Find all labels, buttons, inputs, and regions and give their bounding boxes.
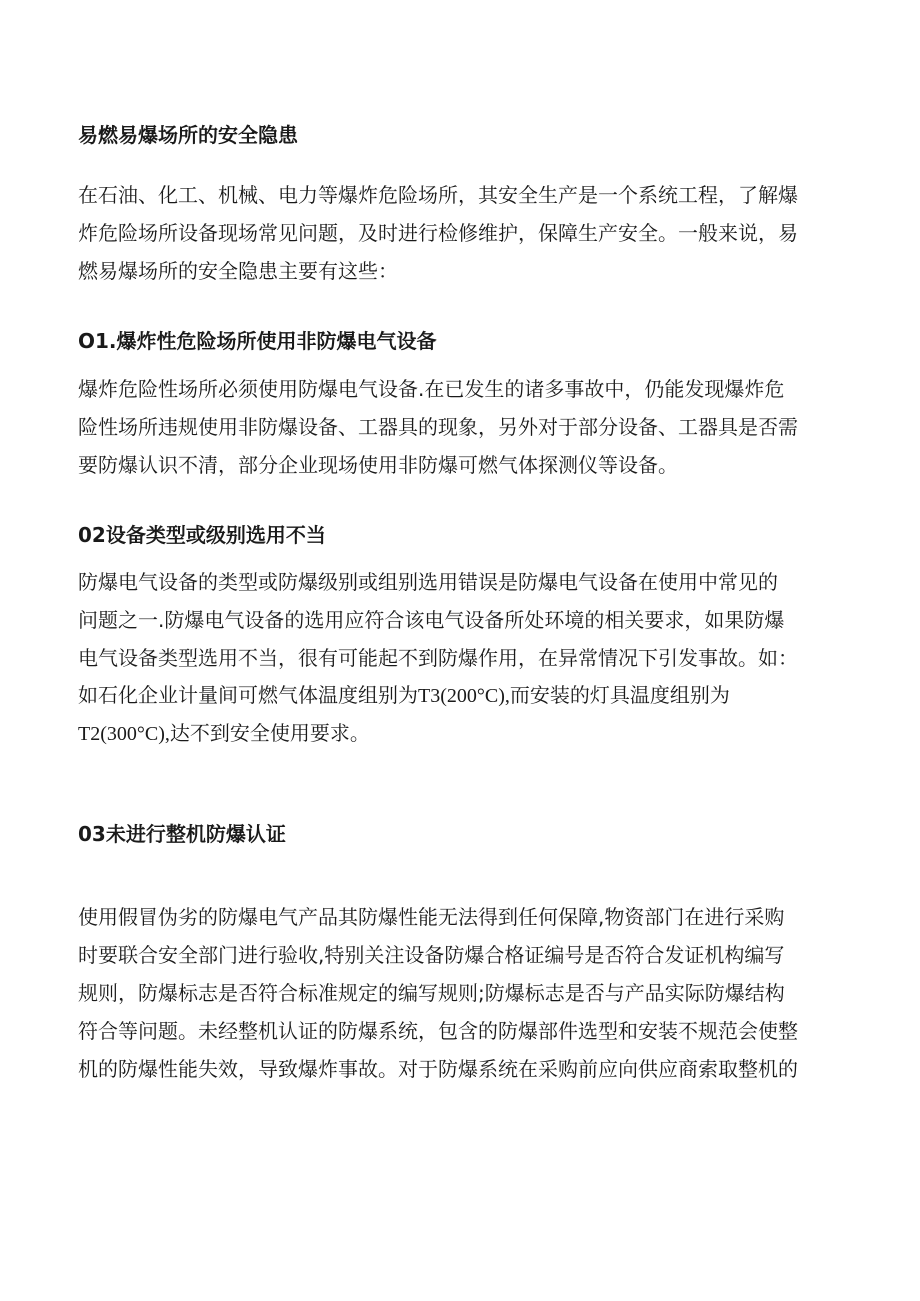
- paragraph-line: 机的防爆性能失效，导致爆炸事故。对于防爆系统在采购前应向供应商索取整机的: [78, 1057, 798, 1081]
- section2-paragraph: [78, 563, 848, 753]
- document-title: 易燃易爆场所的安全隐患: [78, 123, 298, 147]
- section3-heading: 03未进行整机防爆认证: [78, 822, 286, 846]
- paragraph-line: 问题之一.防爆电气设备的选用应符合该电气设备所处环境的相关要求，如果防爆: [78, 608, 785, 632]
- section1-paragraph: [78, 370, 848, 484]
- paragraph-line: 在石油、化工、机械、电力等爆炸危险场所，其安全生产是一个系统工程，了解爆: [78, 183, 798, 207]
- paragraph-line: 如石化企业计量间可燃气体温度组别为T3(200°C),而安装的灯具温度组别为: [78, 685, 730, 707]
- paragraph-line: 符合等问题。未经整机认证的防爆系统，包含的防爆部件选型和安装不规范会使整: [78, 1019, 798, 1043]
- paragraph-line: 使用假冒伪劣的防爆电气产品其防爆性能无法得到任何保障,物资部门在进行采购: [78, 905, 785, 929]
- paragraph-line: T2(300°C),达不到安全使用要求。: [78, 723, 370, 745]
- paragraph-line: 电气设备类型选用不当，很有可能起不到防爆作用，在异常情况下引发事故。如：: [78, 646, 798, 670]
- paragraph-line: 炸危险场所设备现场常见问题，及时进行检修维护，保障生产安全。一般来说，易: [78, 221, 798, 245]
- paragraph-line: 时要联合安全部门进行验收,特别关注设备防爆合格证编号是否符合发证机构编写: [78, 943, 785, 967]
- intro-paragraph: [78, 176, 848, 290]
- section2-heading: 02设备类型或级别选用不当: [78, 523, 326, 547]
- paragraph-line: 规则，防爆标志是否符合标准规定的编写规则;防爆标志是否与产品实际防爆结构: [78, 981, 785, 1005]
- paragraph-line: 险性场所违规使用非防爆设备、工器具的现象，另外对于部分设备、工器具是否需: [78, 415, 798, 439]
- section3-paragraph: [78, 898, 848, 1088]
- paragraph-line: 防爆电气设备的类型或防爆级别或组别选用错误是防爆电气设备在使用中常见的: [78, 570, 778, 594]
- paragraph-line: 燃易爆场所的安全隐患主要有这些：: [78, 259, 398, 283]
- paragraph-line: 要防爆认识不清，部分企业现场使用非防爆可燃气体探测仪等设备。: [78, 453, 678, 477]
- section1-heading: O1.爆炸性危险场所使用非防爆电气设备: [78, 329, 437, 353]
- paragraph-line: 爆炸危险性场所必须使用防爆电气设备.在已发生的诸多事故中，仍能发现爆炸危: [78, 377, 785, 401]
